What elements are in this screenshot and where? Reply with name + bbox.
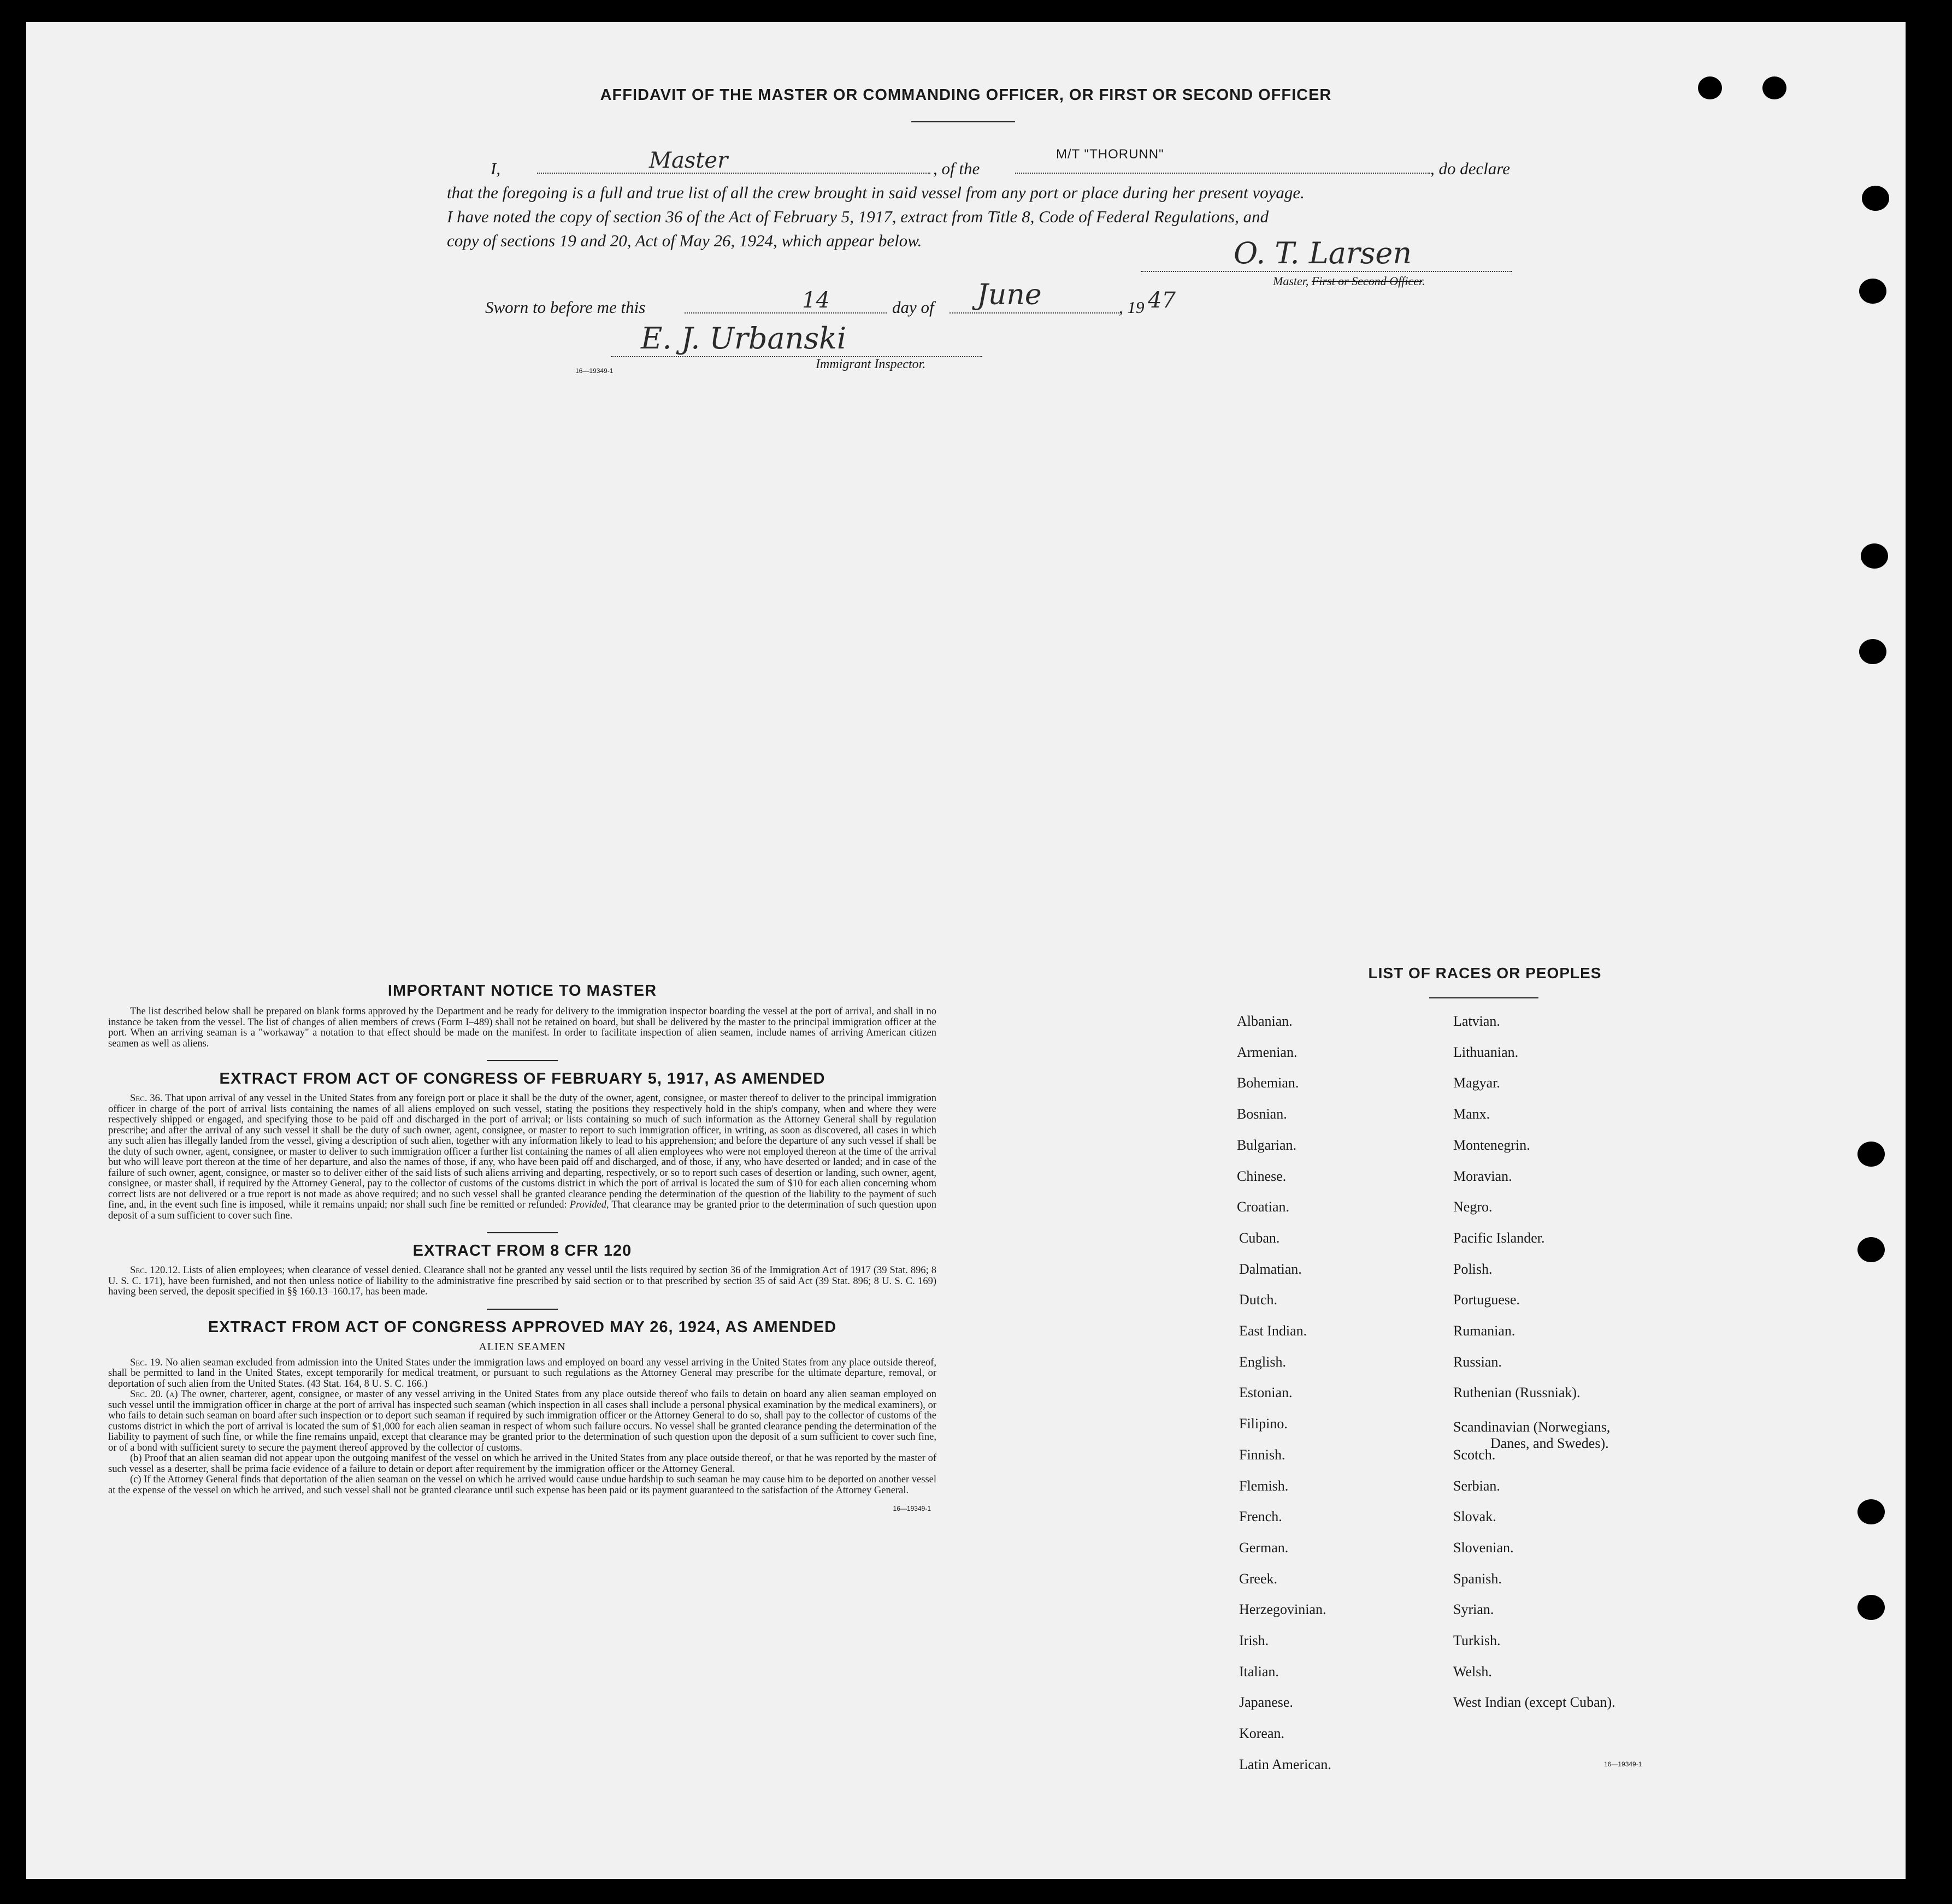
- month-line: [950, 312, 1122, 314]
- extract-1917-title: EXTRACT FROM ACT OF CONGRESS OF FEBRUARY 5, 1917, AS AMENDED: [219, 1070, 825, 1087]
- race-item: Dutch.: [1239, 1292, 1278, 1308]
- affidavit-line3: I have noted the copy of section 36 of the Act of February 5, 1917, extract from Title 8, Code of Federal Regulations, and: [447, 207, 1269, 226]
- master-caption: Master, First or Second Officer.: [1273, 274, 1425, 288]
- race-item: Bosnian.: [1237, 1106, 1287, 1122]
- race-item: Pacific Islander.: [1453, 1229, 1545, 1246]
- race-item: Estonian.: [1239, 1385, 1293, 1401]
- race-item: Lithuanian.: [1453, 1044, 1519, 1060]
- races-title: LIST OF RACES OR PEOPLES: [1368, 965, 1602, 981]
- divider: [487, 1232, 558, 1233]
- race-item: Scandinavian (Norwegians,: [1453, 1419, 1611, 1435]
- race-item: Irish.: [1239, 1633, 1269, 1648]
- race-item: Moravian.: [1453, 1168, 1512, 1184]
- master-caption-struck: First or Second Officer: [1311, 274, 1423, 288]
- extract-1924-text: [108, 1358, 936, 1497]
- sec-20b-text: Proof that an alien seaman did not appear upon the outgoing manifest of the vessel on which he arrived in the United States from any place outside thereof, or that he was reported by the master of such vessel as a deserter, shall be prima facie evidence of a failure to detain or deport after requirement by the immigration officer or the Attorney General.: [108, 1453, 936, 1475]
- legal-column: [108, 982, 936, 1512]
- race-item: French.: [1239, 1509, 1282, 1525]
- race-item: Russian.: [1453, 1353, 1502, 1370]
- race-item: West Indian (except Cuban).: [1453, 1694, 1615, 1711]
- sec-36-text: That upon arrival of any vessel in the United States from any foreign port or place it shall be the duty of the owner, agent, consignee, or master thereof to deliver to the principal immigration officer in charge of the port of arrival lists containing the names of all aliens employed on such vessel, stating the positions they respectively hold in the ship's company, when and where they were respectively shipped or engaged, and specifying those to be paid off and discharged in the port of arrival; or lists containing so much of such information as the Attorney General shall by regulation prescribe; and after the arrival of any such vessel it shall be the duty of such owner, agent, consignee, or master to report to such immigration officer, in writing, as soon as discovered, all cases in which any such alien has illegally landed from the vessel, giving a description of such alien, together with any information likely to lead to his apprehension; and before the departure of any such vessel if shall be the duty of such owner, agent, consignee, or master to deliver to such immigration officer a further list containing the names of all alien employees who were not employed thereon at the time of the arrival but who will leave port thereon at the time of her departure, and also the names of those, if any, who have been paid off and discharged, and of those, if any, who have deserted or landed; and in case of the failure of such owner, agent, consignee, or master so to deliver either of the said lists of such aliens arriving and departing, respectively, or so to report such cases of desertion or landing, such owner, agent, consignee, or master shall, if required by the Attorney General, pay to the collector of customs of the customs district in which the port of arrival is located the sum of $10 for each alien concerning whom correct lists are not delivered or a true report is not made as above required; and no such vessel shall be granted clearance pending the determination of the question of the liability to the payment of such fine, and, in the event such fine is imposed, while it remains unpaid; nor shall such fine be remitted or refunded:: [108, 1093, 936, 1210]
- sec-19-label: Sec. 19.: [130, 1357, 163, 1368]
- of-the-label: , of the: [933, 159, 980, 178]
- race-item: Syrian.: [1453, 1601, 1494, 1618]
- extract-1917-text: [108, 1093, 936, 1221]
- race-item: Slovenian.: [1453, 1539, 1514, 1556]
- notice-paragraph: The list described below shall be prepared on blank forms approved by the Department and be ready for delivery to the immigration inspector boarding the vessel at the port of arrival, and shall in no instance be taken from the vessel. The list of changes of alien members of crews (Form I–489) shall not be retained on board, but shall be delivered by the master to the principal immigration officer at the port. When an arriving seaman is a "workaway" a notation to that effect should be made on the manifest. In order to facilitate inspection of alien seamen, include names of arriving American citizen seamen as well as aliens.: [108, 1006, 936, 1049]
- race-item: Turkish.: [1453, 1633, 1501, 1648]
- punch-hole: [1857, 1499, 1885, 1524]
- year-prefix: , 19: [1119, 298, 1145, 317]
- notice-text: [108, 1007, 936, 1049]
- affidavit-line2: that the foregoing is a full and true list of all the crew brought in said vessel from any port or place during her present voyage.: [447, 183, 1305, 202]
- race-item: Italian.: [1239, 1663, 1279, 1680]
- punch-hole: [1862, 186, 1889, 211]
- title-rule: [911, 121, 1015, 122]
- race-item: Herzegovinian.: [1239, 1601, 1326, 1618]
- master-signature-line: [1141, 271, 1512, 272]
- race-item: Spanish.: [1453, 1570, 1502, 1587]
- race-item: Rumanian.: [1453, 1323, 1515, 1339]
- race-item: Dalmatian.: [1239, 1261, 1302, 1277]
- race-item: Montenegrin.: [1453, 1137, 1530, 1153]
- position-line: [537, 173, 930, 174]
- vessel-name: M/T "THORUNN": [1056, 147, 1164, 162]
- punch-hole: [1857, 1142, 1885, 1167]
- sworn-label: Sworn to before me this: [485, 298, 646, 317]
- race-item: Filipino.: [1239, 1416, 1288, 1432]
- day-line: [685, 312, 887, 314]
- race-item: Welsh.: [1453, 1663, 1492, 1680]
- race-item: East Indian.: [1239, 1323, 1307, 1339]
- race-item: Danes, and Swedes).: [1490, 1435, 1609, 1452]
- notice-title: IMPORTANT NOTICE TO MASTER: [387, 982, 657, 1000]
- sec-20a-label: Sec. 20. (a): [130, 1389, 178, 1400]
- race-item: Japanese.: [1239, 1694, 1293, 1711]
- affidavit-line4: copy of sections 19 and 20, Act of May 26, 1924, which appear below.: [447, 231, 922, 250]
- race-item: Portuguese.: [1453, 1292, 1520, 1308]
- punch-hole: [1861, 543, 1888, 569]
- alien-seamen-subtitle: ALIEN SEAMEN: [479, 1340, 566, 1353]
- race-item: Cuban.: [1239, 1229, 1280, 1246]
- master-signature: O. T. Larsen: [1234, 236, 1412, 270]
- sec-120-label: Sec. 120.12.: [130, 1265, 181, 1276]
- races-form-number: 16—19349-1: [1604, 1760, 1642, 1768]
- race-item: Korean.: [1239, 1725, 1285, 1742]
- extract-cfr-text: [108, 1266, 936, 1298]
- sworn-year: 47: [1148, 288, 1176, 313]
- race-item: Flemish.: [1239, 1477, 1289, 1494]
- sec-20c-label: (c): [130, 1474, 141, 1485]
- position-handwritten: Master: [649, 148, 728, 173]
- do-declare-label: , do declare: [1430, 159, 1511, 178]
- sec-20b-label: (b): [130, 1453, 142, 1464]
- race-item: Latvian.: [1453, 1013, 1500, 1029]
- race-item: Albanian.: [1237, 1013, 1293, 1029]
- race-item: Bulgarian.: [1237, 1137, 1297, 1153]
- punch-hole: [1857, 1237, 1885, 1262]
- proviso-text: That clearance may be granted prior to the determination of such question upon deposit of a sum sufficient to cover such fine.: [108, 1199, 936, 1221]
- race-item: Chinese.: [1237, 1168, 1287, 1184]
- race-item: English.: [1239, 1353, 1286, 1370]
- sworn-day: 14: [802, 288, 830, 313]
- inspector-signature-line: [611, 356, 982, 357]
- affidavit-line1: [480, 147, 1518, 184]
- race-item: Armenian.: [1237, 1044, 1298, 1060]
- race-item: Manx.: [1453, 1106, 1490, 1122]
- punch-hole: [1859, 279, 1886, 304]
- race-item: Bohemian.: [1237, 1075, 1299, 1091]
- race-item: Latin American.: [1239, 1756, 1331, 1772]
- races-title-rule: [1429, 997, 1538, 998]
- inspector-caption: Immigrant Inspector.: [816, 357, 926, 371]
- divider: [487, 1309, 558, 1310]
- sworn-month: June: [977, 279, 1042, 311]
- punch-hole: [1857, 1595, 1885, 1620]
- inspector-signature: E. J. Urbanski: [641, 321, 847, 356]
- race-item: Greek.: [1239, 1570, 1278, 1587]
- document-page: [26, 22, 1906, 1879]
- race-item: Slovak.: [1453, 1509, 1496, 1525]
- sec-120-text: Lists of alien employees; when clearance of vessel denied. Clearance shall not be granted any vessel until the lists required by section 36 of the Immigration Act of 1917 (39 Stat. 896; 8 U. S. C. 171), have been furnished, and not then unless notice of liability to the administrative fine prescribed by said section or to that prescribed by section 35 of said Act (39 Stat. 896; 8 U. S. C. 169) having been served, the deposit specified in §§ 160.13–160.17, has been made.: [108, 1265, 936, 1297]
- race-item: Croatian.: [1237, 1199, 1290, 1215]
- day-of-label: day of: [892, 298, 934, 317]
- race-item: German.: [1239, 1539, 1289, 1556]
- race-item: Scotch.: [1453, 1446, 1496, 1463]
- affidavit-form-number: 16—19349-1: [575, 367, 614, 375]
- extract-cfr-title: EXTRACT FROM 8 CFR 120: [412, 1242, 632, 1260]
- proviso-label: Provided,: [569, 1199, 609, 1210]
- race-item: Negro.: [1453, 1199, 1493, 1215]
- sec-36-label: Sec. 36.: [130, 1093, 163, 1104]
- sec-20c-text: If the Attorney General finds that deportation of the alien seaman on the vessel on which he arrived would cause undue hardship to such seaman he may cause him to be deported on another vessel at the expense of the vessel on which he arrived, and such vessel shall not be granted clearance until such expense has been paid or its payment guaranteed to the satisfaction of the Attorney General.: [108, 1474, 937, 1496]
- i-label: I,: [491, 159, 501, 178]
- race-item: Ruthenian (Russniak).: [1453, 1385, 1581, 1401]
- race-item: Polish.: [1453, 1261, 1493, 1277]
- master-caption-label: Master,: [1273, 274, 1309, 288]
- race-item: Magyar.: [1453, 1075, 1500, 1091]
- affidavit-title: AFFIDAVIT OF THE MASTER OR COMMANDING OFFICER, OR FIRST OR SECOND OFFICER: [600, 86, 1332, 104]
- sec-20a-text: The owner, charterer, agent, consignee, or master of any vessel arriving in the United States from any place outside thereof who fails to detain on board any alien seaman employed on such vessel until the immigration officer in charge at the port of arrival has inspected such seaman (which inspection in all cases shall include a personal physical examination by the medical examiners), or who fails to detain such seaman on board after such inspection or to deport such seaman if required by such immigration officer or the Attorney General to do so, shall pay to the collector of customs of the customs district in which the port of arrival is located the sum of $1,000 for each alien seaman in respect of whom such failure occurs. No vessel shall be granted clearance pending the determination of the liability to payment of such fine, or while the fine remains unpaid, except that clearance may be granted prior to the determination of such question upon the deposit of a sum sufficient to cover such fine, or of a bond with sufficient surety to secure the payment thereof approved by the collector of customs.: [108, 1389, 936, 1453]
- sec-19-text: No alien seaman excluded from admission into the United States under the immigration laws and employed on board any vessel arriving in the United States from any place outside thereof, shall be permitted to land in the United States, except temporarily for medical treatment, or pursuant to such regulations as the Attorney General may prescribe for the ultimate departure, removal, or deportation of such alien from the United States. (43 Stat. 164, 8 U. S. C. 166.): [108, 1357, 937, 1389]
- extract-1924-title: EXTRACT FROM ACT OF CONGRESS APPROVED MAY 26, 1924, AS AMENDED: [208, 1318, 837, 1336]
- race-item: Finnish.: [1239, 1446, 1285, 1463]
- vessel-line: [1015, 173, 1430, 174]
- race-item: Serbian.: [1453, 1477, 1500, 1494]
- punch-hole: [1859, 639, 1886, 664]
- divider: [487, 1060, 558, 1061]
- extract-form-number: 16—19349-1: [893, 1505, 931, 1512]
